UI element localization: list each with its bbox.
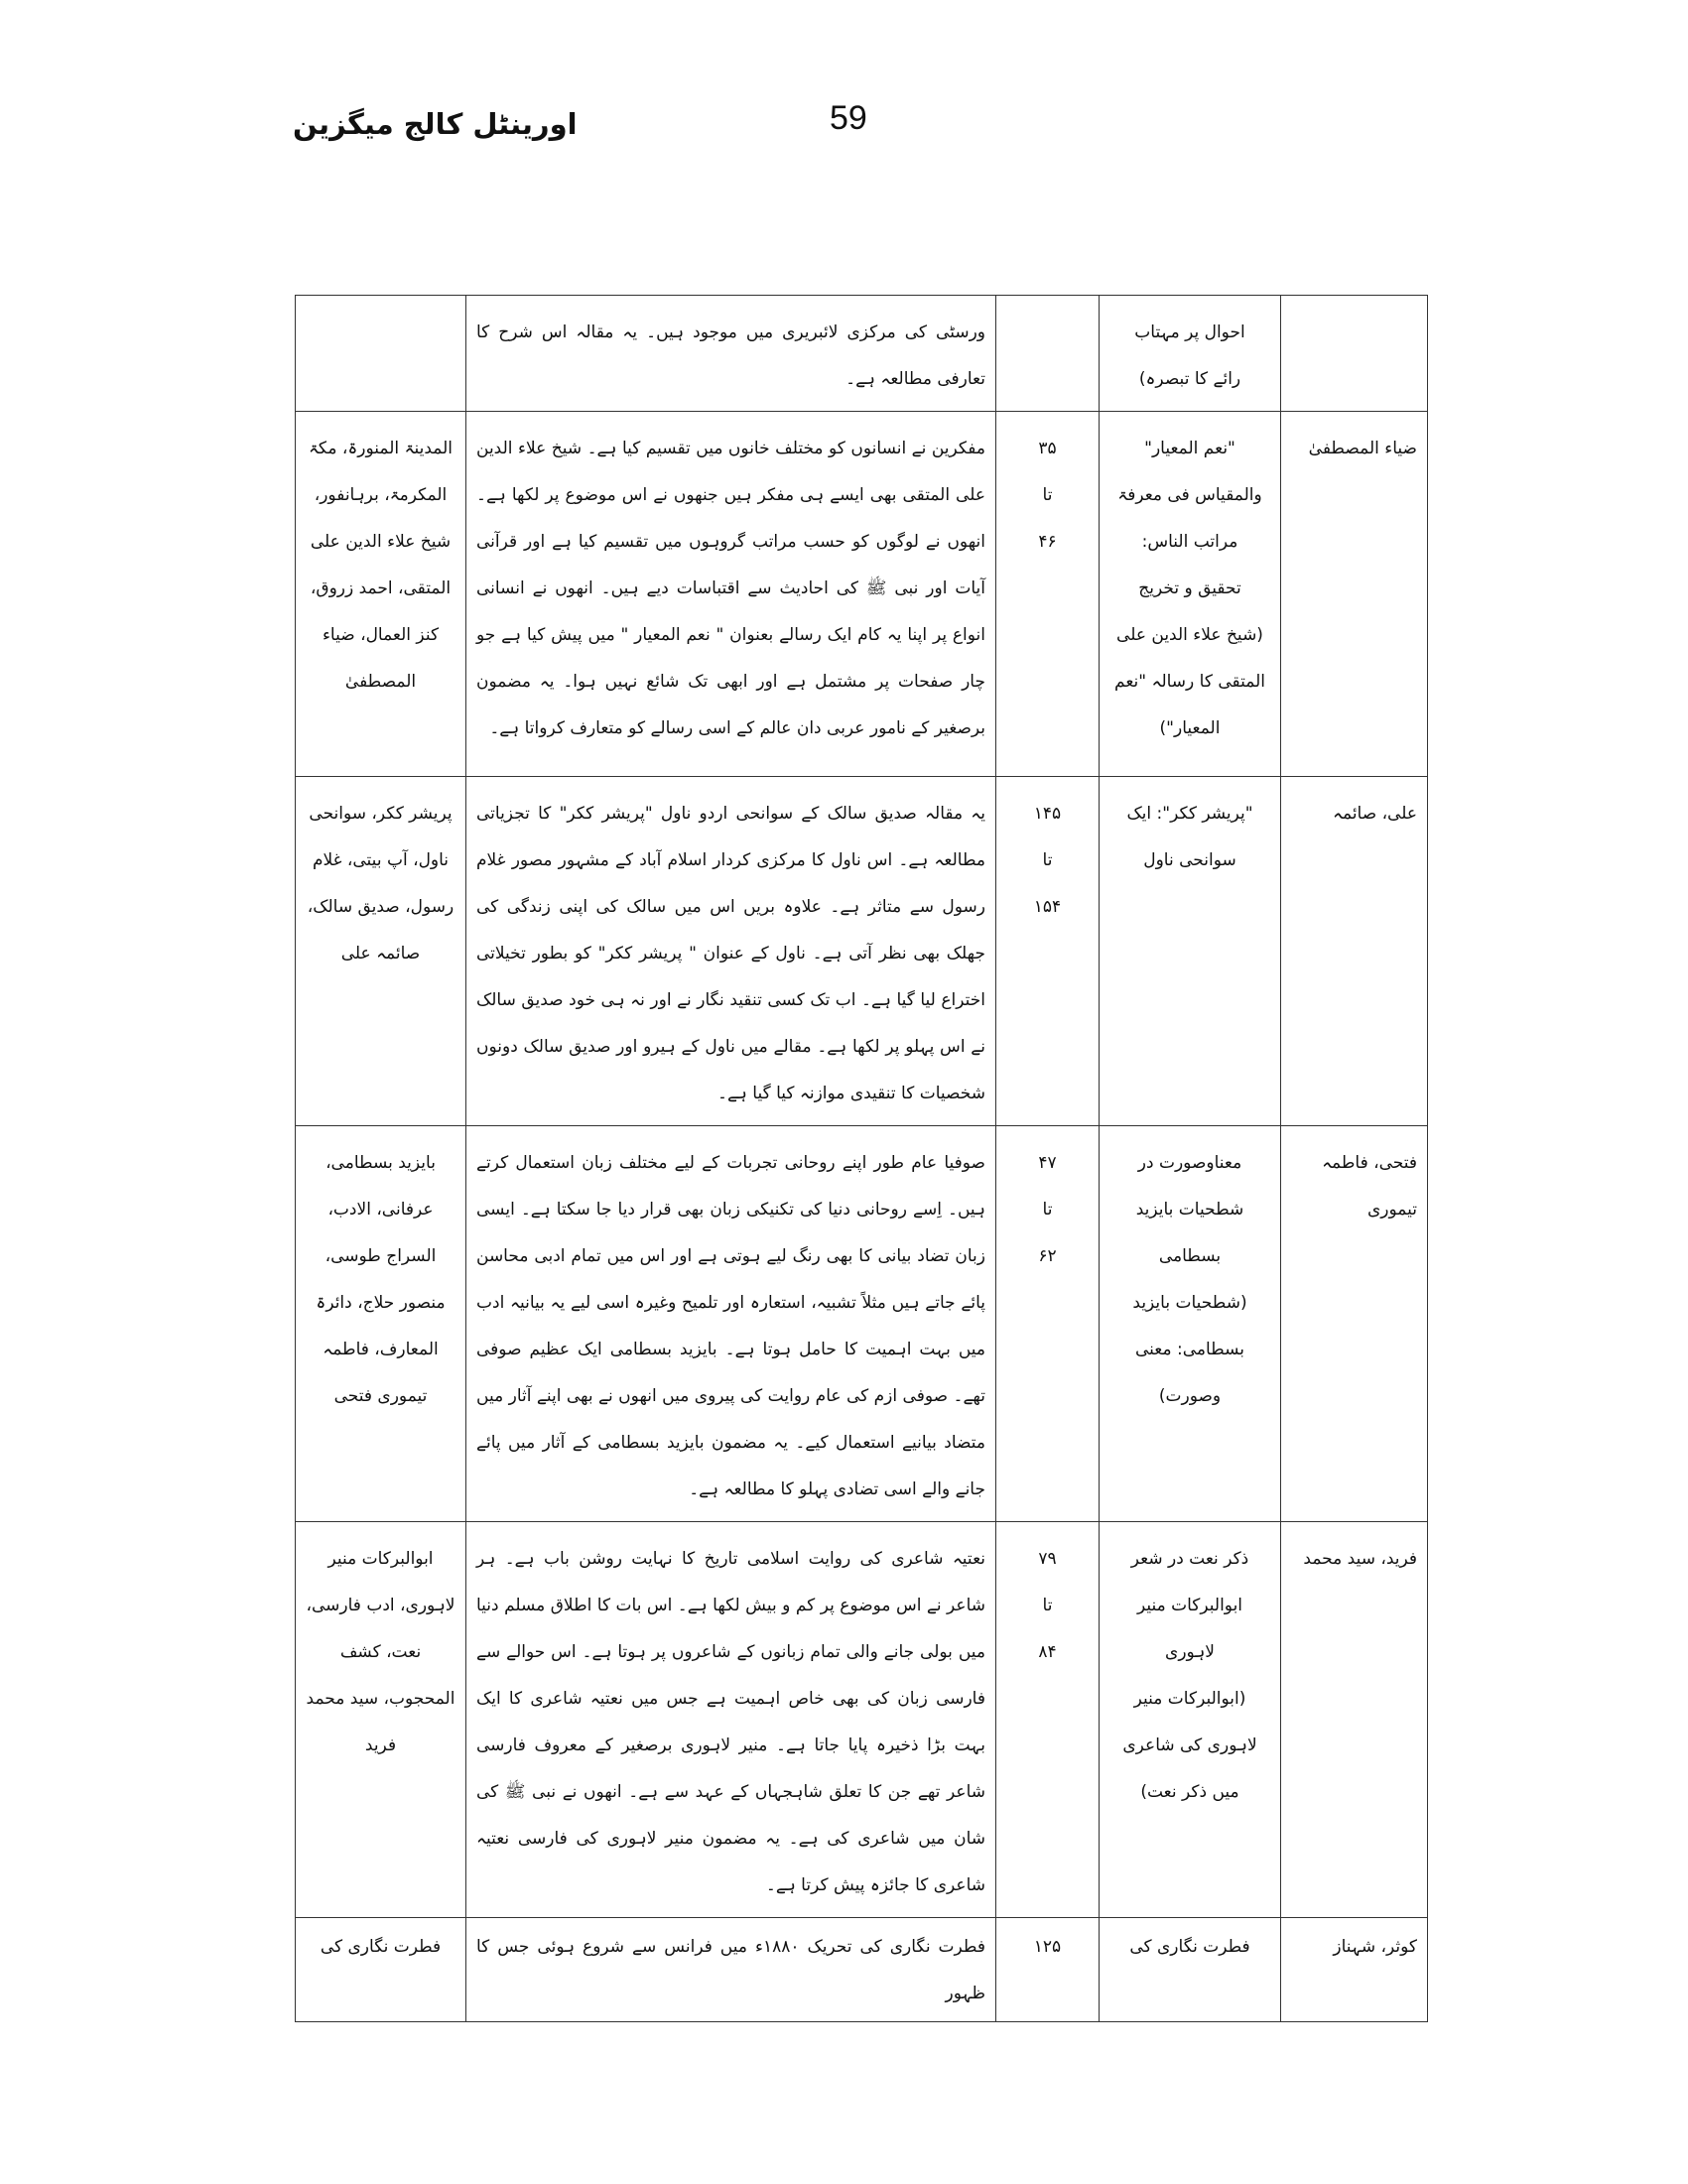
keywords-cell: ابوالبرکات منیر لاہوری، ادب فارسی، نعت، کشف المحجوب، سید محمد فرید (296, 1522, 466, 1918)
title-line: "پریشر ککر": ایک (1126, 804, 1253, 824)
page-range-line: ۴۶ (1038, 532, 1057, 552)
title-line: والمقیاس فی معرفۃ (1117, 485, 1262, 505)
journal-title: اورینٹل کالج میگزین (293, 107, 578, 141)
keywords-cell: فطرت نگاری کی (296, 1918, 466, 2022)
title-line: سوانحی ناول (1143, 850, 1236, 870)
title-line: (شیخ علاء الدین علی (1116, 625, 1263, 645)
title-line: بسطامی: معنی (1134, 1340, 1245, 1359)
table-row (296, 412, 1428, 777)
pages-cell (996, 412, 1100, 777)
title-line: ابوالبرکات منیر (1136, 1596, 1243, 1615)
title-line: (شطحیات بایزید (1132, 1293, 1247, 1313)
page-range-line: تا (1042, 1596, 1053, 1615)
page-range-line: تا (1042, 485, 1053, 505)
title-cell (1100, 1522, 1281, 1918)
pages-cell (996, 296, 1100, 412)
page-range-line: ۳۵ (1038, 439, 1057, 458)
table-row (296, 296, 1428, 412)
table-body (296, 296, 1428, 2022)
title-cell (1100, 296, 1281, 412)
abstract-cell: فطرت نگاری کی تحریک ۱۸۸۰ء میں فرانس سے شروع ہوئی جس کا ظہور (466, 1918, 996, 2022)
table-row (296, 1522, 1428, 1918)
table-row (296, 777, 1428, 1126)
abstract-cell: ورسٹی کی مرکزی لائبریری میں موجود ہیں۔ یہ مقالہ اس شرح کا تعارفی مطالعہ ہے۔ (466, 296, 996, 412)
page-range-line: ۶۲ (1038, 1246, 1057, 1266)
title-line: بسطامی (1158, 1246, 1222, 1266)
title-cell (1100, 412, 1281, 777)
title-line: (ابوالبرکات منیر (1133, 1689, 1246, 1709)
title-line: مراتب الناس: (1141, 532, 1238, 552)
page-range-line: تا (1042, 1200, 1053, 1220)
table-row (296, 1918, 1428, 2022)
abstract-cell: مفکرین نے انسانوں کو مختلف خانوں میں تقسیم کیا ہے۔ شیخ علاء الدین علی المتقی بھی ایسے ہی مفکر ہیں جنھوں نے اس موضوع پر لکھا ہے۔ انھوں نے لوگوں کو حسب مراتب گروہوں میں تقسیم کیا ہے اور قرآنی آیات اور نبی ﷺ کی احادیث سے اقتباسات دیے ہیں۔ انھوں نے انسانی انواع پر اپنا یہ کام ایک رسالے بعنوان " نعم المعیار " میں پیش کیا ہے جو چار صفحات پر مشتمل ہے اور ابھی تک شائع نہیں ہوا۔ یہ مضمون برصغیر کے نامور عربی دان عالم کے اسی رسالے کو متعارف کرواتا ہے۔ (466, 412, 996, 777)
page-range-line: ۱۴۵ (1033, 804, 1062, 824)
page-range-line: ۸۴ (1038, 1642, 1057, 1662)
author-cell: کوثر، شہناز (1281, 1918, 1428, 2022)
abstract-cell: یہ مقالہ صدیق سالک کے سوانحی اردو ناول "پریشر ککر" کا تجزیاتی مطالعہ ہے۔ اس ناول کا مرکزی کردار اسلام آباد کے مشہور مصور غلام رسول سے متاثر ہے۔ علاوہ بریں اس میں سالک کی اپنی زندگی کی جھلک بھی نظر آتی ہے۔ ناول کے عنوان " پریشر ککر" کو بطور تخیلاتی اختراع لیا گیا ہے۔ اب تک کسی تنقید نگار نے اور نہ ہی خود صدیق سالک نے اس پہلو پر لکھا ہے۔ مقالے میں ناول کے ہیرو اور صدیق سالک دونوں شخصیات کا تنقیدی موازنہ کیا گیا ہے۔ (466, 777, 996, 1126)
title-line: ذکر نعت در شعر (1130, 1549, 1249, 1569)
author-cell: علی، صائمہ (1281, 777, 1428, 1126)
title-line: رائے کا تبصرہ) (1138, 369, 1241, 389)
title-line: معناوصورت در (1137, 1153, 1242, 1173)
keywords-cell (296, 296, 466, 412)
pages-cell (996, 777, 1100, 1126)
page-range-line: ۱۲۵ (1033, 1937, 1062, 1957)
pages-cell (996, 1918, 1100, 2022)
title-cell (1100, 1918, 1281, 2022)
title-line: وصورت) (1158, 1386, 1222, 1406)
page-range-line: ۴۷ (1038, 1153, 1057, 1173)
title-line: لاہوری کی شاعری (1122, 1735, 1257, 1755)
author-cell: فتحی، فاطمہ تیموری (1281, 1126, 1428, 1522)
abstract-cell: نعتیہ شاعری کی روایت اسلامی تاریخ کا نہایت روشن باب ہے۔ ہر شاعر نے اس موضوع پر کم و بیش لکھا ہے۔ اس بات کا اطلاق مسلم دنیا میں بولی جانے والی تمام زبانوں کے شاعروں پر ہوتا ہے۔ اس حوالے سے فارسی زبان کی بھی خاص اہمیت ہے جس میں نعتیہ شاعری کا ایک بہت بڑا ذخیرہ پایا جاتا ہے۔ منیر لاہوری برصغیر کے معروف فارسی شاعر تھے جن کا تعلق شاہجہاں کے عہد سے ہے۔ انھوں نے نبی ﷺ کی شان میں شاعری کی ہے۔ یہ مضمون منیر لاہوری کی فارسی نعتیہ شاعری کا جائزہ پیش کرتا ہے۔ (466, 1522, 996, 1918)
title-line: لاہوری (1165, 1642, 1215, 1662)
author-cell: فرید، سید محمد (1281, 1522, 1428, 1918)
table-row (296, 1126, 1428, 1522)
page-number: 59 (830, 99, 867, 137)
page-range-line: ۷۹ (1038, 1549, 1057, 1569)
page-range-line: ۱۵۴ (1033, 897, 1062, 917)
author-cell (1281, 296, 1428, 412)
title-line: فطرت نگاری کی (1129, 1937, 1250, 1957)
title-line: المتقی کا رسالہ "نعم (1114, 672, 1265, 692)
title-line: میں ذکر نعت) (1140, 1782, 1239, 1802)
title-line: احوال پر مہتاب (1134, 322, 1245, 342)
pages-cell (996, 1126, 1100, 1522)
title-line: تحقیق و تخریج (1138, 578, 1241, 598)
title-cell (1100, 777, 1281, 1126)
article-index-table (295, 295, 1428, 2022)
keywords-cell: بایزید بسطامی، عرفانی، الادب، السراج طوسی، منصور حلاج، دائرۃ المعارف، فاطمہ تیموری فتحی (296, 1126, 466, 1522)
title-line: المعیار") (1159, 718, 1221, 738)
abstract-cell: صوفیا عام طور اپنے روحانی تجربات کے لیے مختلف زبان استعمال کرتے ہیں۔ اِسے روحانی دنیا کی تکنیکی زبان بھی قرار دیا جا سکتا ہے۔ ایسی زبان تضاد بیانی کا بھی رنگ لیے ہوتی ہے اور اس میں تمام ادبی محاسن پائے جاتے ہیں مثلاً تشبیہ، استعارہ اور تلمیح وغیرہ اسی لیے یہ بیانیہ ادب میں بہت اہمیت کا حامل ہوتا ہے۔ بایزید بسطامی ایک عظیم صوفی تھے۔ صوفی ازم کی عام روایت کی پیروی میں انھوں نے بھی اپنے آثار میں متضاد بیانیے استعمال کیے۔ یہ مضمون بایزید بسطامی کے آثار میں پائے جانے والے اسی تضادی پہلو کا مطالعہ ہے۔ (466, 1126, 996, 1522)
keywords-cell: المدینۃ المنورۃ، مکۃ المکرمۃ، برہانفور، شیخ علاء الدین علی المتقی، احمد زروق، کنز العمال، ضیاء المصطفیٰ (296, 412, 466, 777)
pages-cell (996, 1522, 1100, 1918)
title-cell (1100, 1126, 1281, 1522)
keywords-cell: پریشر ککر، سوانحی ناول، آپ بیتی، غلام رسول، صدیق سالک، صائمہ علی (296, 777, 466, 1126)
title-line: شطحیات بایزید (1135, 1200, 1244, 1220)
author-cell: ضیاء المصطفیٰ (1281, 412, 1428, 777)
title-line: "نعم المعیار" (1144, 439, 1235, 458)
page-range-line: تا (1042, 850, 1053, 870)
